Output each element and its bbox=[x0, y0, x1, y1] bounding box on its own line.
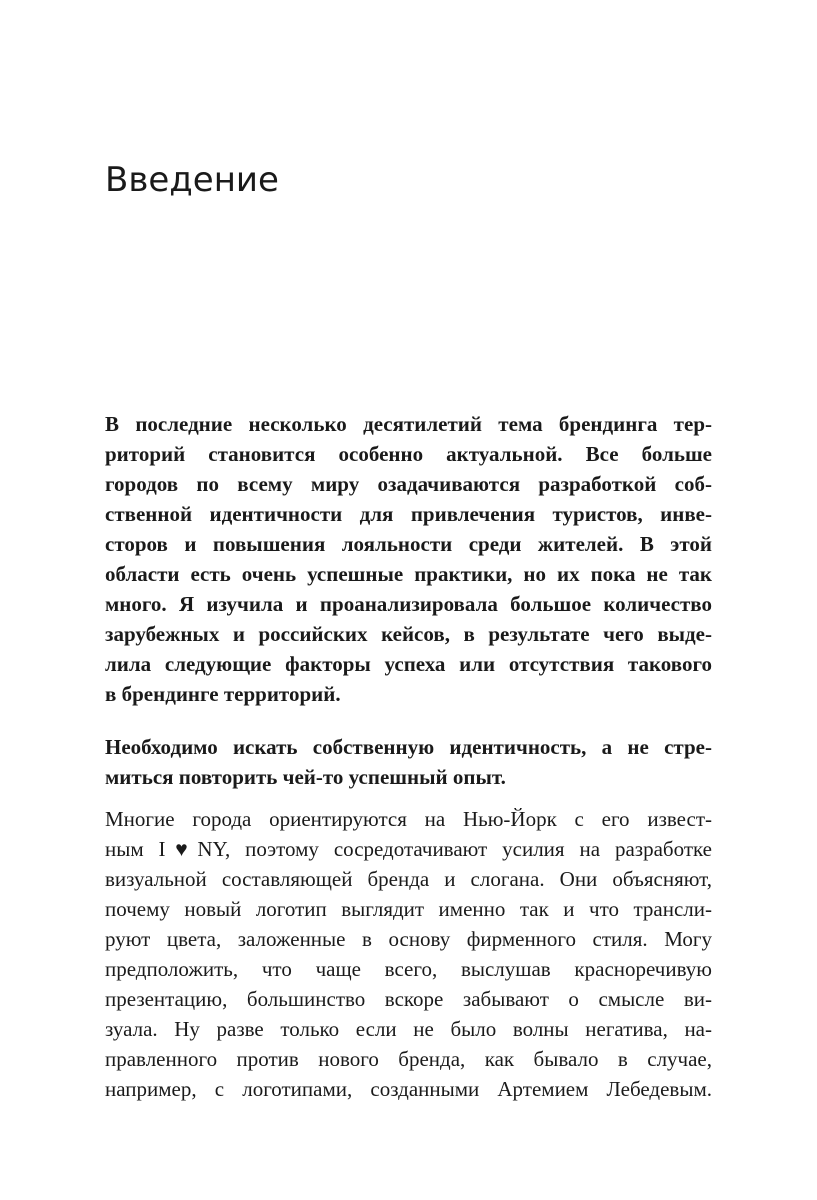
body-line: зуала. Ну разве только если не было волны негатива, на- bbox=[105, 1017, 712, 1041]
intro-line: городов по всему миру озадачиваются разработкой соб- bbox=[105, 472, 712, 496]
body-paragraph bbox=[105, 804, 712, 1104]
intro-line: лила следующие факторы успеха или отсутствия такового bbox=[105, 652, 712, 676]
body-line: визуальной составляющей бренда и слогана. Они объясняют, bbox=[105, 867, 712, 891]
body-line: почему новый логотип выглядит именно так и что трансли- bbox=[105, 897, 712, 921]
section-subheading bbox=[105, 732, 712, 792]
intro-line: в брендинге территорий. bbox=[105, 682, 341, 706]
intro-line: много. Я изучила и проанализировала большое количество bbox=[105, 592, 712, 616]
intro-line: риторий становится особенно актуальной. Все больше bbox=[105, 442, 712, 466]
body-line: руют цвета, заложенные в основу фирменного стиля. Могу bbox=[105, 927, 712, 951]
subheading-line: Необходимо искать собственную идентичность, а не стре- bbox=[105, 735, 712, 759]
body-line: например, с логотипами, созданными Артемием Лебедевым. bbox=[105, 1077, 712, 1101]
body-line: предположить, что чаще всего, выслушав красноречивую bbox=[105, 957, 712, 981]
intro-line: области есть очень успешные практики, но их пока не так bbox=[105, 562, 712, 586]
intro-line: сторов и повышения лояльности среди жителей. В этой bbox=[105, 532, 712, 556]
subheading-line: миться повторить чей-то успешный опыт. bbox=[105, 765, 506, 789]
body-line: ным I♥NY, поэтому сосредотачивают усилия на разработке bbox=[105, 837, 712, 861]
intro-line: В последние несколько десятилетий тема брендинга тер- bbox=[105, 412, 712, 436]
body-line: Многие города ориентируются на Нью-Йорк с его извест- bbox=[105, 807, 712, 831]
intro-line: ственной идентичности для привлечения туристов, инве- bbox=[105, 502, 712, 526]
intro-paragraph bbox=[105, 409, 712, 709]
chapter-title: Введение bbox=[105, 160, 279, 200]
body-line: правленного против нового бренда, как бывало в случае, bbox=[105, 1047, 712, 1071]
body-line: презентацию, большинство вскоре забывают о смысле ви- bbox=[105, 987, 712, 1011]
intro-line: зарубежных и российских кейсов, в результате чего выде- bbox=[105, 622, 712, 646]
